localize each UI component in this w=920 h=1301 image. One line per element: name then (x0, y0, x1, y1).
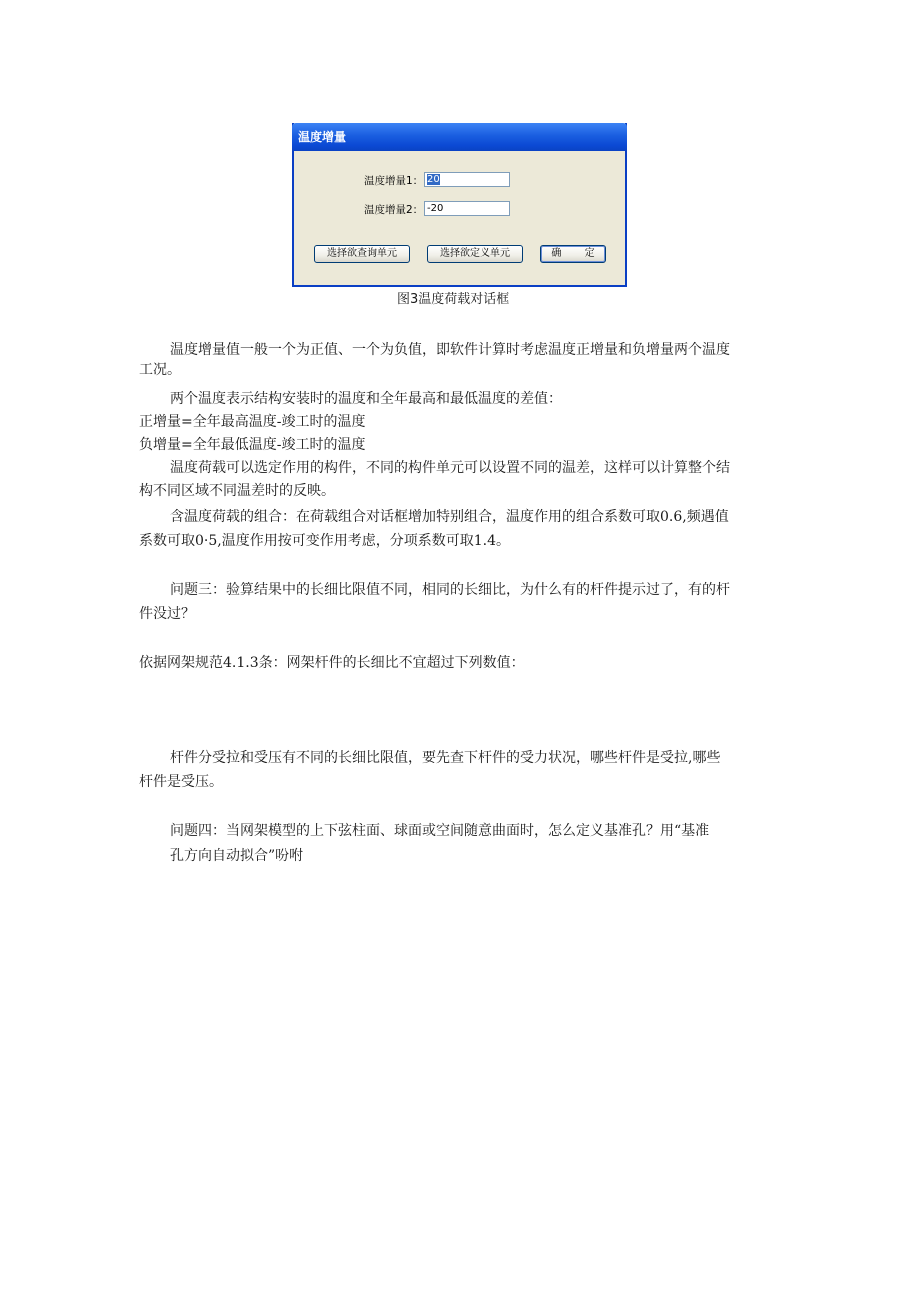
ok-button[interactable]: 确 定 (540, 245, 606, 263)
temperature-increment-2-input[interactable]: -20 (424, 201, 510, 216)
question-4-line-2: 孔方向自动拟合”吩咐 (170, 848, 304, 864)
paragraph-6-line-1: 含温度荷载的组合：在荷载组合对话框增加特别组合，温度作用的组合系数可取0.6,频遇值 (170, 509, 729, 525)
question-3-line-1: 问题三：验算结果中的长细比限值不同，相同的长细比，为什么有的杆件提示过了，有的杆 (170, 582, 730, 598)
temperature-increment-1-label: 温度增量1： (364, 175, 424, 187)
figure-caption: 图3温度荷载对话框 (397, 292, 510, 307)
dialog-title: 温度增量 (292, 123, 627, 151)
paragraph-6-line-2: 系数可取0·5,温度作用按可变作用考虑，分项系数可取1.4。 (139, 533, 510, 549)
select-query-element-button[interactable]: 选择欲查询单元 (314, 245, 410, 263)
paragraph-2: 两个温度表示结构安装时的温度和全年最高和最低温度的差值： (170, 391, 562, 407)
paragraph-5-line-1: 温度荷载可以选定作用的构件，不同的构件单元可以设置不同的温差，这样可以计算整个结 (170, 460, 730, 476)
paragraph-4: 负增量=全年最低温度-竣工时的温度 (139, 437, 366, 453)
paragraph-5-line-2: 构不同区域不同温差时的反映。 (139, 483, 335, 499)
question-3-line-2: 件没过？ (139, 606, 195, 622)
question-3-answer-line-1: 杆件分受拉和受压有不同的长细比限值，要先查下杆件的受力状况，哪些杆件是受拉,哪些 (170, 750, 721, 766)
paragraph-1-line-1: 温度增量值一般一个为正值、一个为负值，即软件计算时考虑温度正增量和负增量两个温度 (170, 342, 730, 358)
temperature-dialog-figure (292, 123, 627, 287)
question-4-line-1: 问题四：当网架模型的上下弦柱面、球面或空间随意曲面时，怎么定义基准孔？用“基准 (170, 823, 710, 839)
question-3-answer-line-2: 杆件是受压。 (139, 774, 223, 790)
temperature-increment-2-label: 温度增量2： (364, 204, 424, 216)
question-3-reference: 依据网架规范4.1.3条：网架杆件的长细比不宜超过下列数值： (139, 655, 525, 671)
paragraph-1-line-2: 工况。 (139, 362, 181, 378)
temperature-increment-1-value: 20 (427, 174, 440, 185)
paragraph-3: 正增量=全年最高温度-竣工时的温度 (139, 414, 366, 430)
select-define-element-button[interactable]: 选择欲定义单元 (427, 245, 523, 263)
temperature-increment-1-input[interactable] (424, 172, 510, 187)
